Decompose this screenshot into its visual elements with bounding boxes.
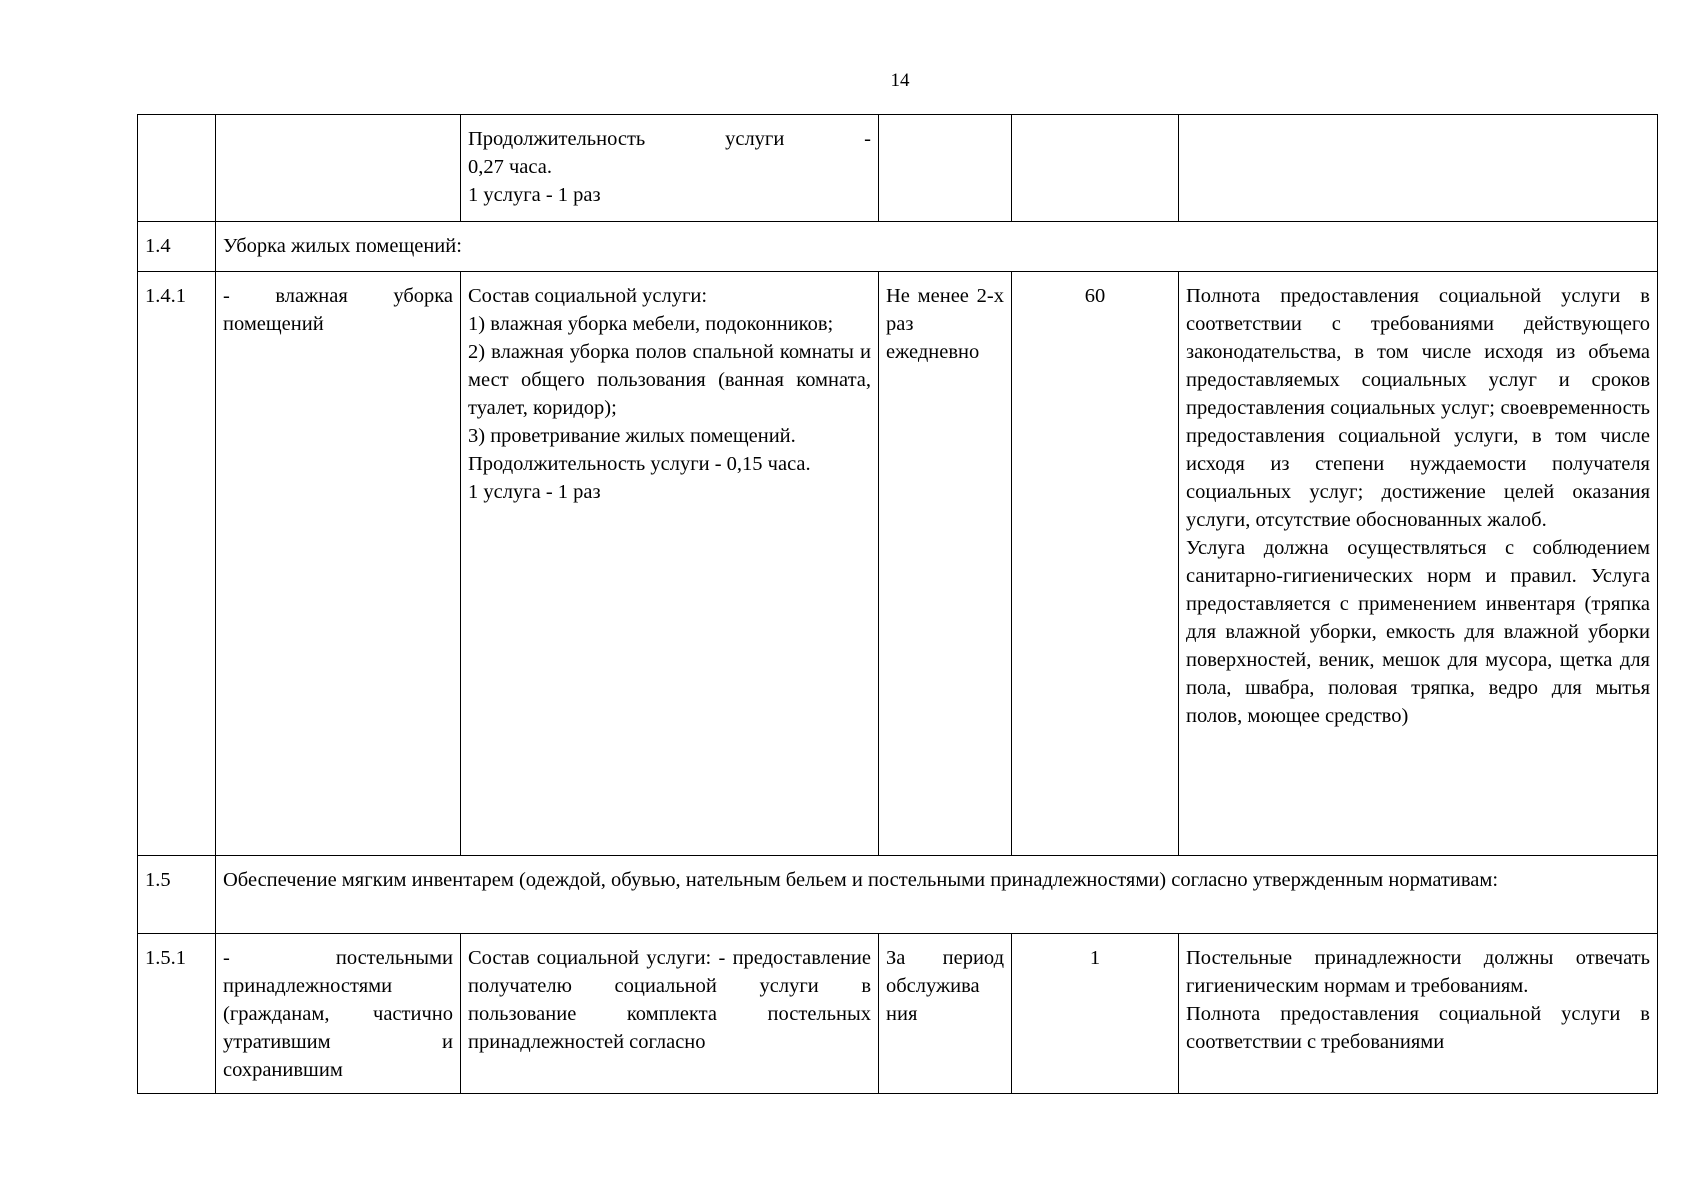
cell-name: - постельными принадлежностями (гражданам, частично утратившим и сохранившим xyxy=(216,934,461,1094)
cell-frequency: За период обслужива ния xyxy=(879,934,1012,1094)
cell-volume: 1 xyxy=(1012,934,1179,1094)
description-heading: Состав социальной услуги: xyxy=(468,285,708,307)
cell-name xyxy=(216,115,461,222)
table-row-1-4-1 xyxy=(138,272,1658,856)
description-line: Продолжительность услуги - xyxy=(468,128,871,150)
cell-frequency xyxy=(879,115,1012,222)
section-title: Уборка жилых помещений: xyxy=(216,222,1658,272)
cell-volume: 60 xyxy=(1012,272,1179,856)
description-unit: 1 услуга - 1 раз xyxy=(468,481,601,503)
cell-number xyxy=(138,115,216,222)
quality-paragraph: Постельные принадлежности должны отвечать гигиеническим нормам и требованиям. xyxy=(1186,947,1650,997)
description-line: 0,27 часа. xyxy=(468,156,552,178)
description-duration: Продолжительность услуги - 0,15 часа. xyxy=(468,453,811,475)
cell-quality xyxy=(1179,115,1658,222)
cell-number: 1.4.1 xyxy=(138,272,216,856)
cell-description xyxy=(461,115,879,222)
quality-paragraph: Полнота предоставления социальной услуги в соответствии с требованиями xyxy=(1186,1003,1650,1053)
description-line: 1 услуга - 1 раз xyxy=(468,184,601,206)
quality-paragraph: Услуга должна осуществляться с соблюдением санитарно-гигиенических норм и правил. Услуга предоставляется с применением инвентаря (тряпка для влажной уборки, емкость для влажной уборки поверхностей, веник, мешок для мусора, щетка для пола, швабра, половая тряпка, ведро для мытья полов, моющее средство) xyxy=(1186,537,1650,727)
cell-description: Состав социальной услуги: - предоставление получателю социальной услуги в пользование комплекта постельных принадлежностей согласно xyxy=(461,934,879,1094)
cell-frequency: Не менее 2-х раз ежедневно xyxy=(879,272,1012,856)
cell-quality xyxy=(1179,272,1658,856)
cell-number: 1.5.1 xyxy=(138,934,216,1094)
section-row-1-4 xyxy=(138,222,1658,272)
cell-quality xyxy=(1179,934,1658,1094)
cell-description xyxy=(461,272,879,856)
table-row-continuation xyxy=(138,115,1658,222)
description-item: 1) влажная уборка мебели, подоконников; xyxy=(468,313,834,335)
table-row-1-5-1 xyxy=(138,934,1658,1094)
section-number: 1.4 xyxy=(138,222,216,272)
section-number: 1.5 xyxy=(138,856,216,934)
section-row-1-5 xyxy=(138,856,1658,934)
description-item: 3) проветривание жилых помещений. xyxy=(468,425,796,447)
section-title: Обеспечение мягким инвентарем (одеждой, обувью, нательным бельем и постельными принадлежностями) согласно утвержденным нормативам: xyxy=(216,856,1658,934)
cell-name: - влажная уборка помещений xyxy=(216,272,461,856)
services-table xyxy=(137,114,1658,1094)
quality-paragraph: Полнота предоставления социальной услуги в соответствии с требованиями действующего законодательства, в том числе исходя из объема предоставляемых социальных услуг и сроков предоставления социальных услуг; своевременность предоставления социальной услуги, в том числе исходя из степени нуждаемости получателя социальных услуг; достижение целей оказания услуги, отсутствие обоснованных жалоб. xyxy=(1186,285,1650,531)
page-number: 14 xyxy=(890,70,910,91)
description-item: 2) влажная уборка полов спальной комнаты и мест общего пользования (ванная комната, туалет, коридор); xyxy=(468,341,871,419)
cell-volume xyxy=(1012,115,1179,222)
